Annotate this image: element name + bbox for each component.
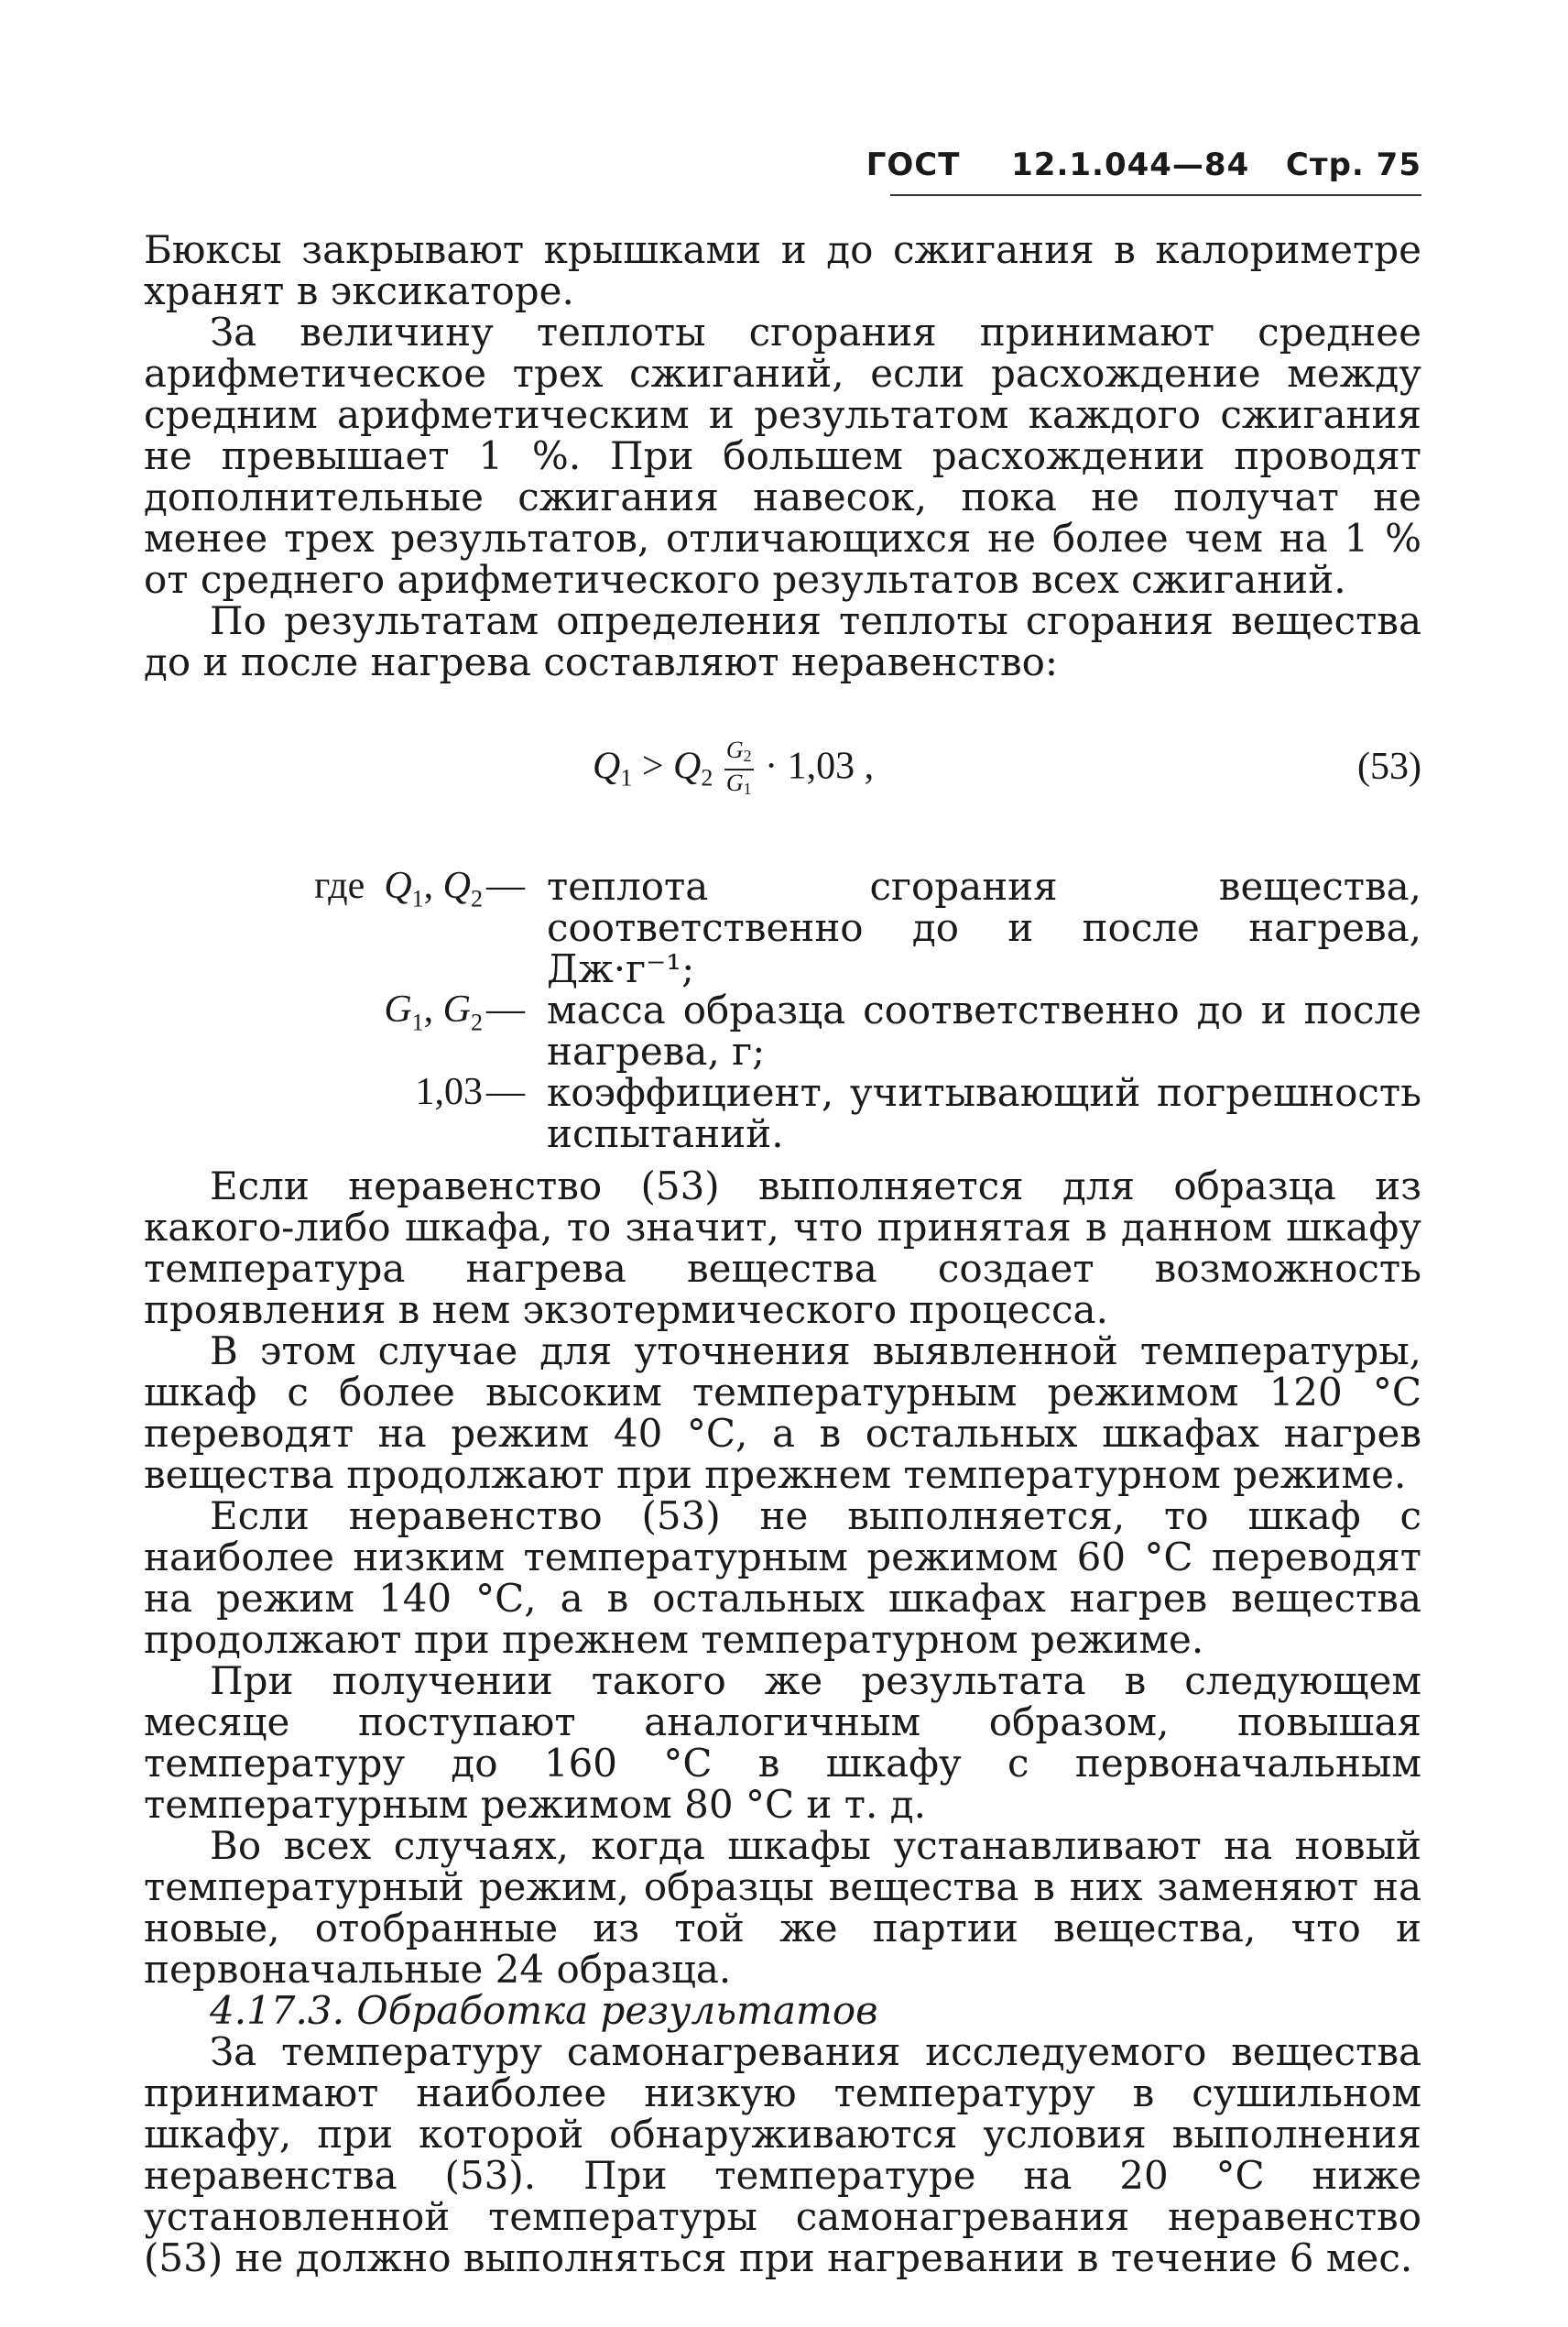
legend-def-coef: коэффициент, учитывающий погрешность испытаний. bbox=[547, 1070, 1421, 1156]
page-header bbox=[147, 147, 1421, 183]
paragraph-1: Бюксы закрывают крышками и до сжигания в калориметре хранят в эксикаторе. bbox=[144, 227, 1421, 313]
legend-def-q: теплота сгорания вещества, соответственно до и после нагрева, Дж·г⁻¹; bbox=[547, 864, 1421, 991]
paragraph-9: За температуру самонагревания исследуемого вещества принимают наиболее низкую температуру в сушильном шкафу, при которой обнаруживаются условия выполнения неравенства (53). При температуре на 20 °С ниже установленной температуры самонагревания неравенство (53) не должно выполняться при нагревании в течение 6 мес. bbox=[144, 2029, 1421, 2280]
legend-item-q: где $Q_1$, $Q_2—$ теплота сгорания вещества, соответственно до и после нагрева, Дж·г⁻¹; bbox=[314, 864, 1421, 991]
paragraph-7: При получении такого же результата в следующем месяце поступают аналогичным образом, повышая температуру до 160 °С в шкафу с первоначальным температурным режимом 80 °С и т. д. bbox=[144, 1658, 1421, 1827]
standard-label: ГОСТ bbox=[866, 147, 961, 183]
legend-item-g: $G_1$, $G_2—$ масса образца соответственно до и после нагрева, г; bbox=[384, 988, 1421, 1074]
formula-53 bbox=[144, 710, 1421, 847]
formula-expression: $Q_1 > Q_2$ $\frac{G_2}{G_1}$ · 1,03 , bbox=[593, 737, 874, 802]
equation-number: (53) bbox=[1357, 746, 1421, 788]
legend-item-coef: 1,03— коэффициент, учитывающий погрешность испытаний. bbox=[415, 1070, 1421, 1156]
paragraph-5: В этом случае для уточнения выявленной температуры, шкаф с более высоким температурным режимом 120 °С переводят на режим 40 °С, а в остальных шкафах нагрев вещества продолжают при прежнем температурном режиме. bbox=[144, 1328, 1421, 1497]
body-text bbox=[144, 229, 1421, 2278]
paragraph-4: Если неравенство (53) выполняется для образца из какого-либо шкафа, то значит, что принятая в данном шкафу температура нагрева вещества создает возможность проявления в нем экзотермического процесса. bbox=[144, 1164, 1421, 1332]
page-number: Стр. 75 bbox=[1285, 147, 1421, 183]
paragraph-3: По результатам определения теплоты сгорания вещества до и после нагрева составляют неравенство: bbox=[144, 598, 1421, 684]
paragraph-6: Если неравенство (53) не выполняется, то шкаф с наиболее низким температурным режимом 60 °С переводят на режим 140 °С, а в остальных шкафах нагрев вещества продолжают при прежнем температурном режиме. bbox=[144, 1493, 1421, 1662]
header-rule bbox=[890, 194, 1421, 196]
legend bbox=[144, 866, 1421, 1154]
legend-def-g: масса образца соответственно до и после нагрева, г; bbox=[547, 988, 1421, 1074]
paragraph-2: За величину теплоты сгорания принимают среднее арифметическое трех сжиганий, если расхождение между средним арифметическим и результатом каждого сжигания не превышает 1 %. При большем расхождении проводят дополнительные сжигания навесок, пока не получат не менее трех результатов, отличающихся не более чем на 1 % от среднего арифметического результатов всех сжиганий. bbox=[144, 310, 1421, 602]
paragraph-8: Во всех случаях, когда шкафы устанавливают на новый температурный режим, образцы вещества в них заменяют на новые, отобранные из той же партии вещества, что и первоначальные 24 образца. bbox=[144, 1823, 1421, 1992]
section-heading: 4.17.3. Обработка результатов bbox=[210, 1988, 878, 2033]
formula-fraction: $\frac{G_2}{G_1}$ bbox=[725, 737, 752, 798]
standard-number: 12.1.044—84 bbox=[1011, 147, 1250, 183]
